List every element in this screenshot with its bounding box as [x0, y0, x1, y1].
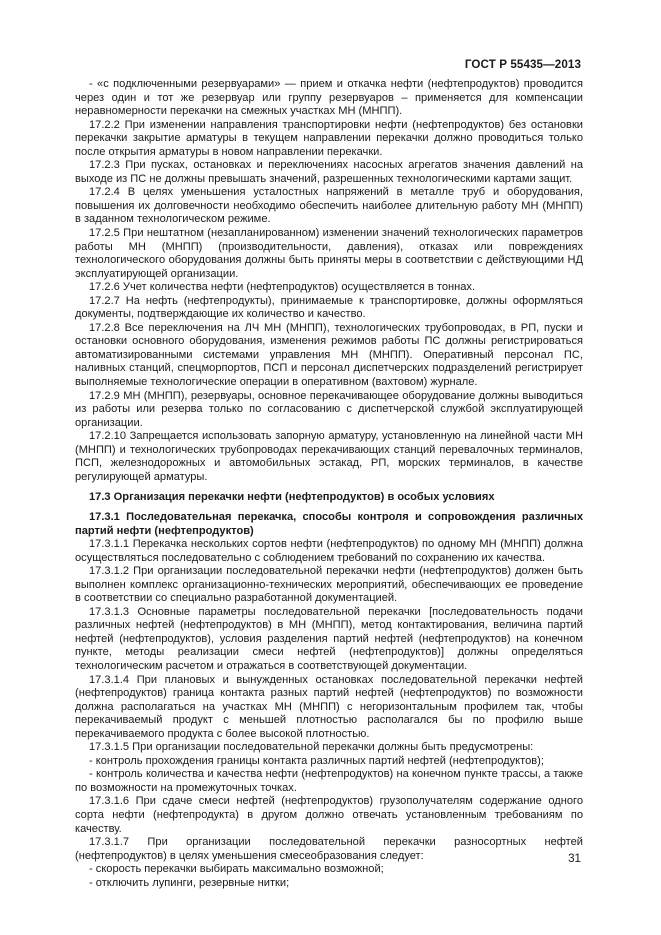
paragraph: 17.2.8 Все переключения на ЛЧ МН (МНПП), технологических трубопроводах, в РП, пуски и остановки основного оборудования, изменения режимов работы ПС должны регистрироваться автоматизированными системами управления МН (МНПП). Оперативный персонал ПС, наливных станций, спецморпортов, ПСП и персонал диспетчерских подразделений регистрирует выполняемые технологические операции в оперативном (вахтовом) журнале. — [75, 321, 583, 389]
paragraph: 17.3.1.7 При организации последовательной перекачки разносортных нефтей (нефтепродуктов) в целях уменьшения смесеобразования следует: — [75, 836, 583, 862]
list-item: - контроль прохождения границы контакта различных партий нефтей (нефтепродуктов); — [89, 754, 544, 767]
standard-number: ГОСТ Р 55435—2013 — [464, 58, 581, 71]
paragraph: - «с подключенными резервуарами» — прием и откачка нефти (нефтепродуктов) проводится через один и тот же резервуар или группу резервуаров – применяется для компенсации неравномерности перекачки на смежных участках МН (МНПП). — [75, 78, 583, 118]
paragraph: 17.3.1.1 Перекачка нескольких сортов нефти (нефтепродуктов) по одному МН (МНПП) должна осуществляться последовательно с соблюдением требований по сохранению их качества. — [75, 538, 583, 564]
paragraph: 17.3.1.3 Основные параметры последовательной перекачки [последовательность подачи различных нефтей (нефтепродуктов) в МН (МНПП), метод контактирования, величина партий нефтей (нефтепродуктов), условия разделения партий нефтей (нефтепродуктов) на конечном пункте, методы реализации смеси нефтей (нефтепродуктов)] должны определяться технологическим расчетом и отражаться в соответствующей документации. — [75, 605, 583, 672]
document-body — [75, 78, 583, 890]
paragraph: 17.2.3 При пусках, остановках и переключениях насосных агрегатов значения давлений на выходе из ПС не должны превышать значений, разрешенных технологическими картами защит. — [75, 159, 583, 185]
paragraph: 17.2.7 На нефть (нефтепродукты), принимаемые к транспортировке, должны оформляться документы, подтверждающие их количество и качество. — [75, 294, 583, 321]
paragraph: 17.3.1.4 При плановых и вынужденных остановках последовательной перекачки нефтей (нефтепродуктов) граница контакта разных партий нефтей (нефтепродуктов) по возможности должна располагаться на участках МН (МНПП) с негоризонтальным профилем так, чтобы перекачиваемый продукт с меньшей плотностью располагался бы по профилю выше перекачиваемого продукта с более высокой плотностью. — [75, 673, 583, 740]
paragraph: 17.2.10 Запрещается использовать запорную арматуру, установленную на линейной части МН (МНПП) и технологических трубопроводах перекачивающих станций перевалочных терминалов, ПСП, железнодорожных и автомобильных эстакад, РП, морских терминалов, в качестве регулирующей арматуры. — [75, 430, 583, 483]
page-number: 31 — [568, 852, 581, 865]
paragraph: 17.3.1.6 При сдаче смеси нефтей (нефтепродуктов) грузополучателям содержание одного сорта нефти (нефтепродукта) в другом должно отвечать установленным требованиям по качеству. — [75, 795, 583, 835]
paragraph: 17.2.4 В целях уменьшения усталостных напряжений в металле труб и оборудования, повышения их долговечности необходимо обеспечить наиболее длительную работу МН (МНПП) в заданном технологическом режиме. — [75, 186, 583, 226]
paragraph: 17.3.1.5 При организации последовательной перекачки должны быть предусмотрены: — [89, 741, 534, 754]
list-item: - контроль количества и качества нефти (нефтепродуктов) на конечном пункте трассы, а также по возможности на промежуточных точках. — [75, 768, 583, 794]
list-item: - отключить лупинги, резервные нитки; — [89, 876, 290, 889]
subsection-heading: 17.3.1 Последовательная перекачка, способы контроля и сопровождения различных партий нефти (нефтепродуктов) — [75, 510, 583, 537]
paragraph: 17.2.6 Учет количества нефти (нефтепродуктов) осуществляется в тоннах. — [89, 281, 476, 294]
paragraph: 17.2.9 МН (МНПП), резервуары, основное перекачивающее оборудование должны выводиться из работы или резерва только по согласованию с диспетчерской службой эксплуатирующей организации. — [75, 389, 583, 429]
paragraph: 17.3.1.2 При организации последовательной перекачки нефти (нефтепродуктов) должен быть выполнен комплекс организационно-технических мероприятий, обеспечивающих ее проведение в соответствии со специально разработанной документацией. — [75, 565, 583, 605]
list-item: - скорость перекачки выбирать максимально возможной; — [89, 863, 384, 876]
section-heading: 17.3 Организация перекачки нефти (нефтепродуктов) в особых условиях — [89, 491, 495, 504]
paragraph: 17.2.2 При изменении направления транспортировки нефти (нефтепродуктов) без остановки перекачки закрытие арматуры в текущем направлении перекачки должно проводиться только после открытия арматуры в новом направлении перекачки. — [75, 118, 583, 158]
paragraph: 17.2.5 При нештатном (незапланированном) изменении значений технологических параметров работы МН (МНПП) (производительности, давления), отказах или повреждениях технологического оборудования должны быть приняты меры в соответствии с действующими НД эксплуатирующей организации. — [75, 227, 583, 280]
